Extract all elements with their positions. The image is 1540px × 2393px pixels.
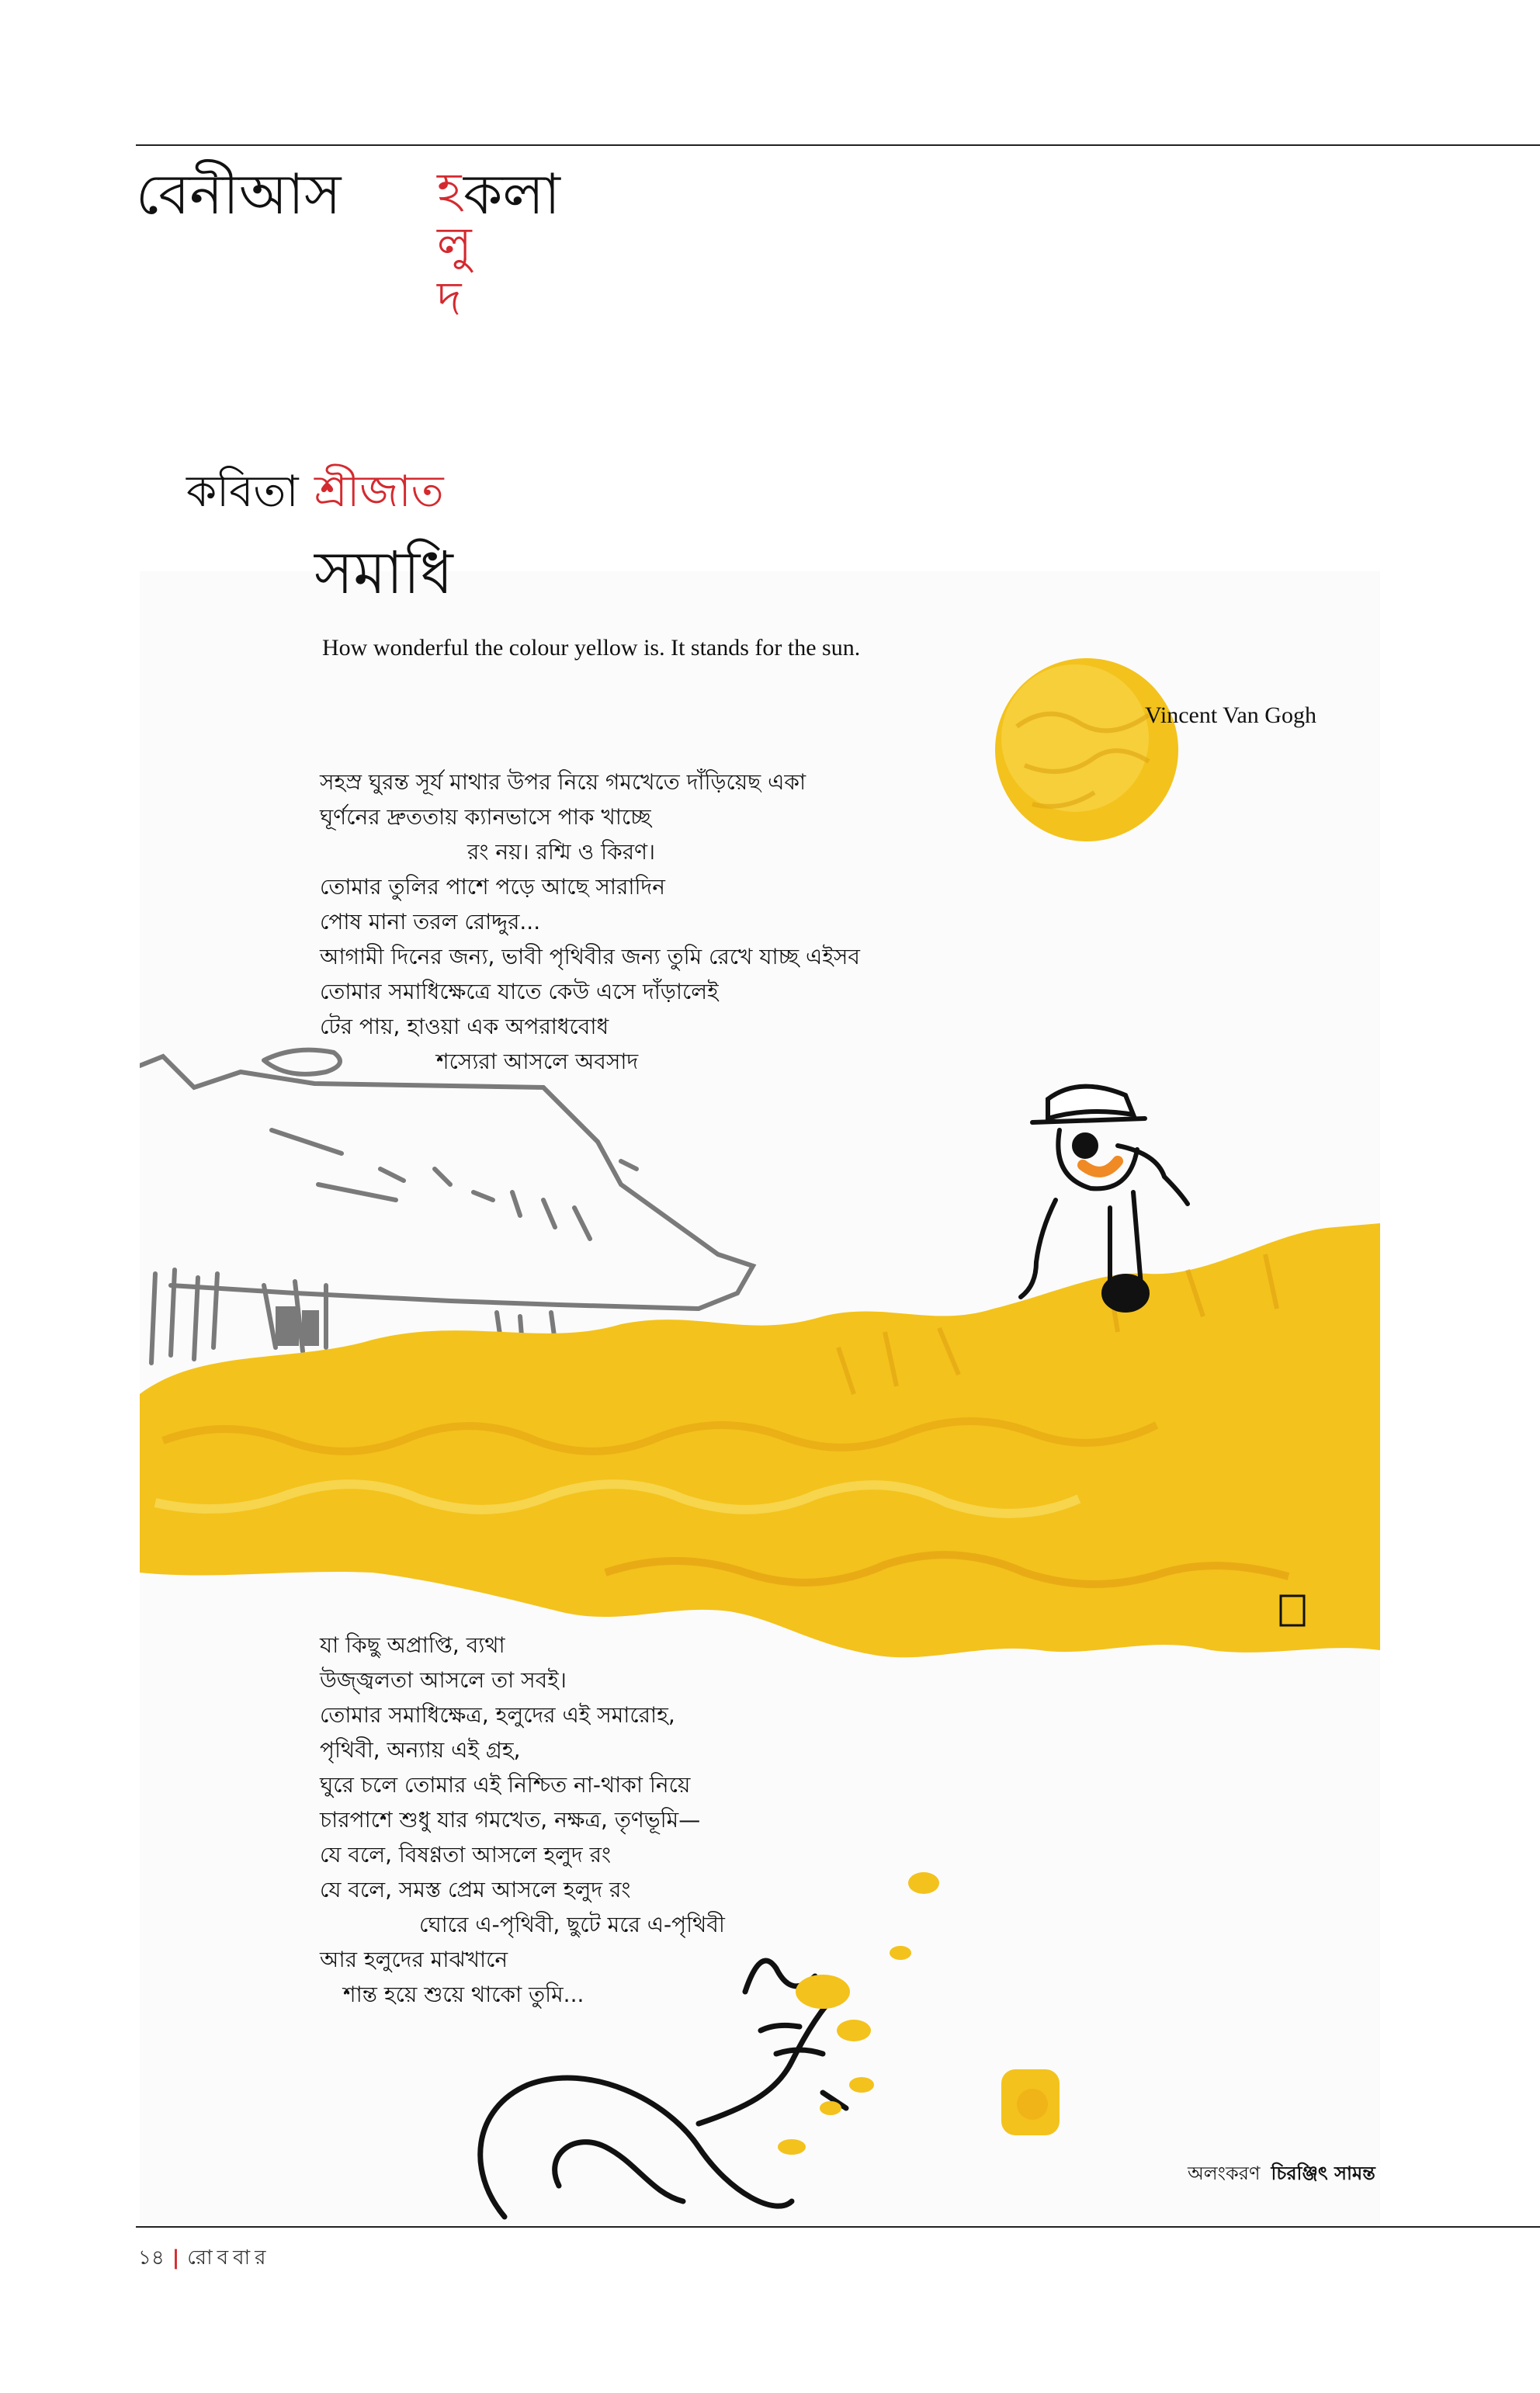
- masthead: [136, 159, 679, 338]
- poem-line: তোমার তুলির পাশে পড়ে আছে সারাদিন: [320, 874, 665, 900]
- credit-label: অলংকরণ: [1188, 2162, 1261, 2184]
- epigraph-author: Vincent Van Gogh: [1145, 702, 1316, 728]
- poem-line: আগামী দিনের জন্য, ভাবী পৃথিবীর জন্য তুমি রেখে যাচ্ছ এইসব: [320, 944, 860, 969]
- poem-line: ঘোরে এ-পৃথিবী, ছুটে মরে এ-পৃথিবী: [419, 1912, 725, 1937]
- poem-line: যে বলে, সমস্ত প্রেম আসলে হলুদ রং: [320, 1877, 631, 1902]
- poem-line: যে বলে, বিষণ্ণতা আসলে হলুদ রং: [320, 1842, 612, 1868]
- poem-line: ঘূর্ণনের দ্রুততায় ক্যানভাসে পাক খাচ্ছে: [320, 804, 651, 830]
- masthead-right-text: কলা: [463, 161, 560, 227]
- poem-line: শান্ত হয়ে শুয়ে থাকো তুমি...: [343, 1982, 584, 2007]
- epigraph-quote: How wonderful the colour yellow is. It stands for the sun.: [322, 635, 861, 661]
- illustration-credit: [1188, 2159, 1375, 2190]
- author-name: শ্রীজাত: [314, 466, 444, 517]
- poem-stanza-1: [320, 765, 860, 1079]
- masthead-vertical-1: হ: [437, 163, 462, 217]
- poem-line: পৃথিবী, অন্যায় এই গ্রহ,: [320, 1737, 521, 1763]
- house-sketch: [140, 1050, 753, 1363]
- page-number: ১৪: [138, 2246, 165, 2270]
- poem-line: তোমার সমাধিক্ষেত্র, হলুদের এই সমারোহ,: [320, 1702, 675, 1728]
- poem-line: সহস্র ঘুরন্ত সূর্য মাথার উপর নিয়ে গমখেতে দাঁড়িয়েছ একা: [320, 769, 806, 795]
- poem-line: তোমার সমাধিক্ষেত্রে যাতে কেউ এসে দাঁড়ালেই: [320, 979, 719, 1004]
- page-folio: [138, 2242, 270, 2276]
- poem-line: চারপাশে শুধু যার গমখেত, নক্ষত্র, তৃণভূমি—: [320, 1807, 701, 1833]
- poem-line: উজ্জ্বলতা আসলে তা সবই।: [320, 1667, 567, 1693]
- poem-line: যা কিছু অপ্রাপ্তি, ব্যথা: [320, 1632, 505, 1658]
- bottom-rule: [136, 2226, 1540, 2228]
- artist-seal: [1281, 1596, 1304, 1625]
- sun-illustration: [995, 658, 1178, 841]
- poem-stanza-2: [320, 1628, 725, 2012]
- folio-separator: |: [172, 2246, 180, 2270]
- credit-artist: চিরঞ্জিৎ সামন্ত: [1271, 2162, 1375, 2184]
- top-rule: [136, 144, 1540, 146]
- poem-line: শস্যেরা আসলে অবসাদ: [436, 1049, 639, 1074]
- poem-line: রং নয়। রশ্মি ও কিরণ।: [467, 839, 656, 865]
- genre-label: কবিতা: [186, 466, 299, 517]
- poem-line: আর হলুদের মাঝখানে: [320, 1947, 508, 1972]
- masthead-left-text: বেনীআস: [136, 161, 342, 227]
- masthead-vertical-2: লু: [437, 217, 472, 272]
- poem-line: ঘুরে চলে তোমার এই নিশ্চিত না-থাকা নিয়ে: [320, 1772, 691, 1798]
- publication-name: রোববার: [187, 2246, 271, 2270]
- poem-line: পোষ মানা তরল রোদ্দুর...: [320, 909, 541, 935]
- masthead-vertical-3: দ: [437, 272, 462, 326]
- poem-line: টের পায়, হাওয়া এক অপরাধবোধ: [320, 1014, 609, 1039]
- poem-title: সমাধি: [314, 538, 453, 607]
